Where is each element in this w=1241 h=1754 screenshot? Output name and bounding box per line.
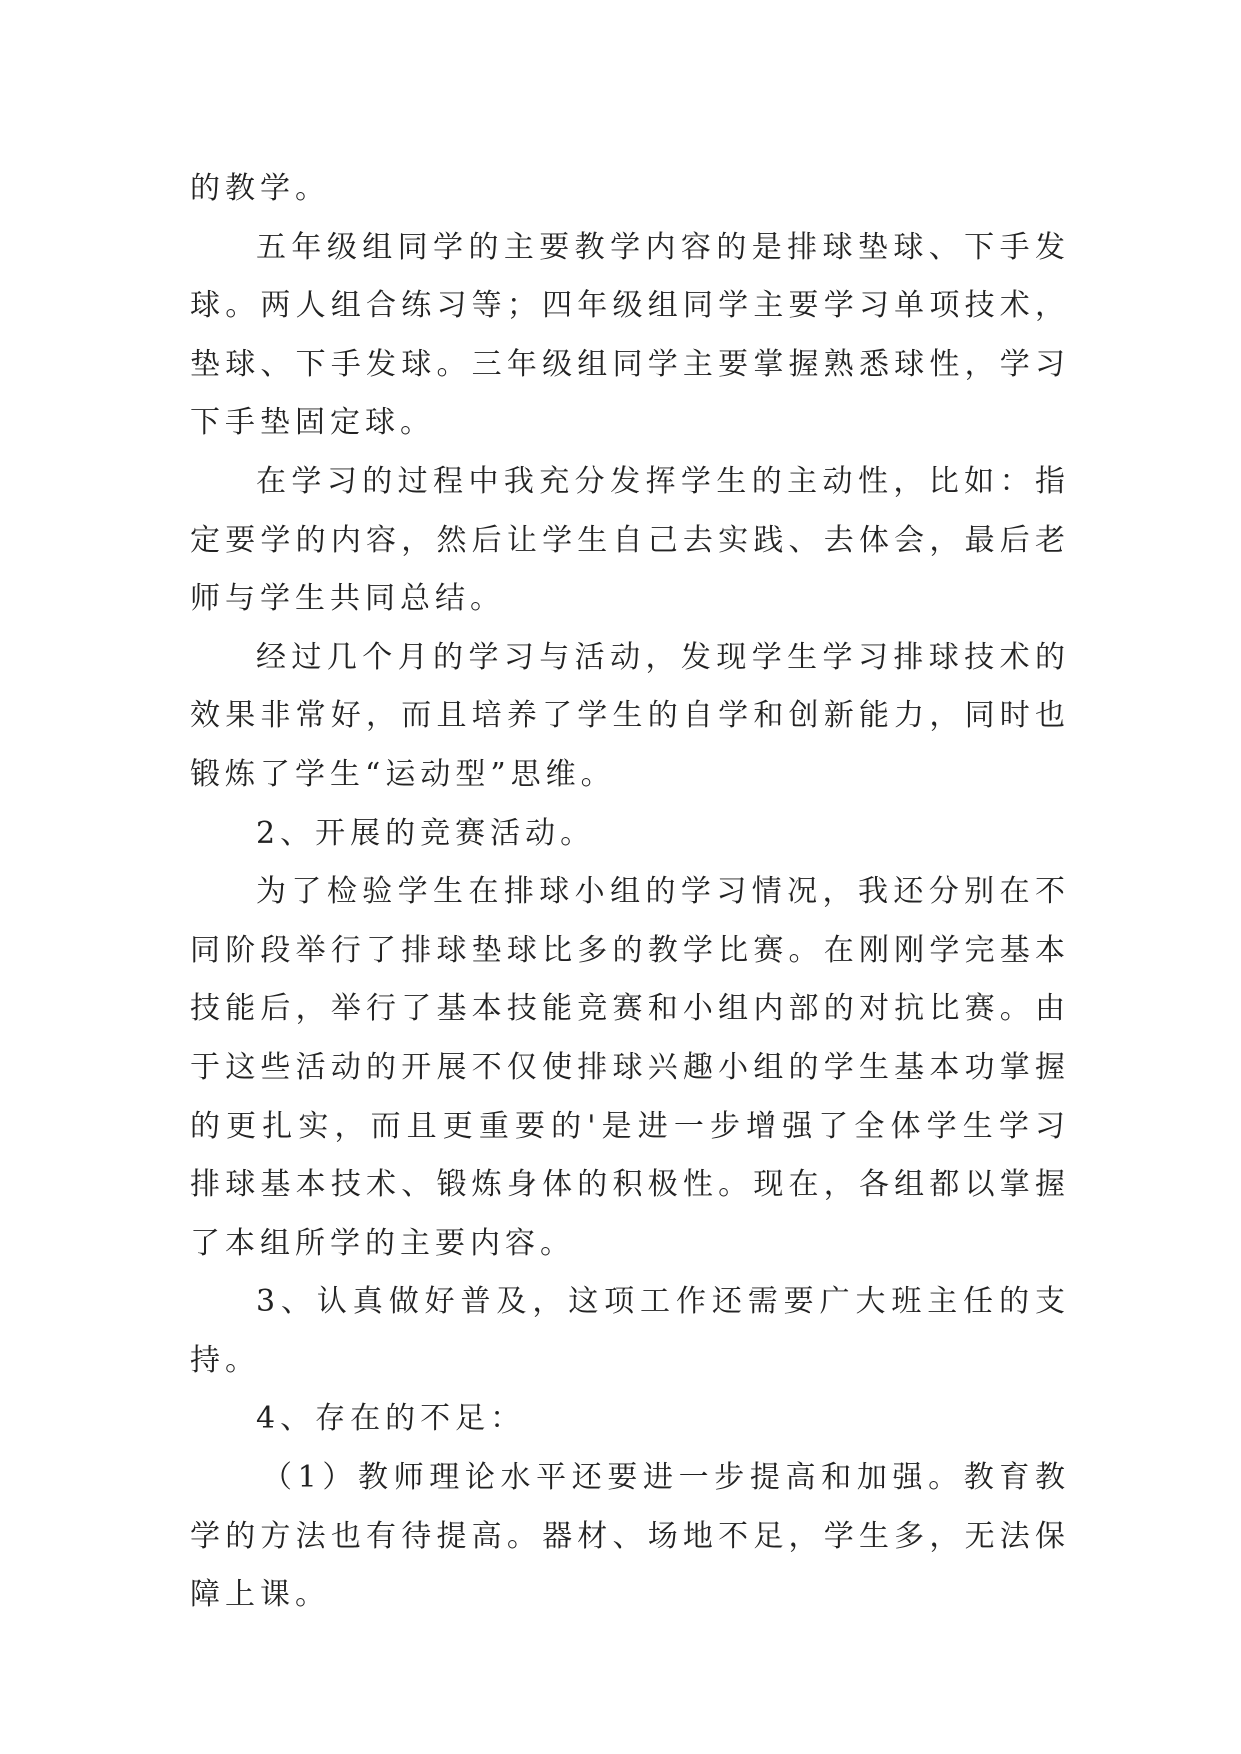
paragraph-shortcoming-1: （1）教师理论水平还要进一步提高和加强。教育教学的方法也有待提高。器材、场地不足，学生多，无法保障上课。 [190,1460,1070,1613]
paragraph-grade-content: 五年级组同学的主要教学内容的是排球垫球、下手发球。两人组合练习等；四年级组同学主要学习单项技术，垫球、下手发球。三年级组同学主要掌握熟悉球性，学习下手垫固定球。 [190,229,1070,441]
document-body [190,160,1070,1625]
section-heading-popularization: 3、认真做好普及，这项工作还需要广大班主任的支持。 [190,1284,1070,1378]
paragraph-learning-results: 经过几个月的学习与活动，发现学生学习排球技术的效果非常好，而且培养了学生的自学和创新能力，同时也锻炼了学生“运动型”思维。 [190,639,1070,792]
section-heading-competitions: 2、开展的竞赛活动。 [256,815,596,851]
section-heading-shortcomings: 4、存在的不足： [256,1401,526,1437]
paragraph-learning-process: 在学习的过程中我充分发挥学生的主动性，比如：指定要学的内容，然后让学生自己去实践、去体会，最后老师与学生共同总结。 [190,463,1070,617]
paragraph-competitions: 为了检验学生在排球小组的学习情况，我还分别在不同阶段举行了排球垫球比多的教学比赛。在刚刚学完基本技能后，举行了基本技能竞赛和小组内部的对抗比赛。由于这些活动的开展不仅使排球兴趣小组的学生基本功掌握的更扎实，而且更重要的'是进一步增强了全体学生学习排球基本技术、锻炼身体的积极性。现在，各组都以掌握了本组所学的主要内容。 [190,874,1070,1261]
paragraph-continuation: 的教学。 [190,171,330,206]
